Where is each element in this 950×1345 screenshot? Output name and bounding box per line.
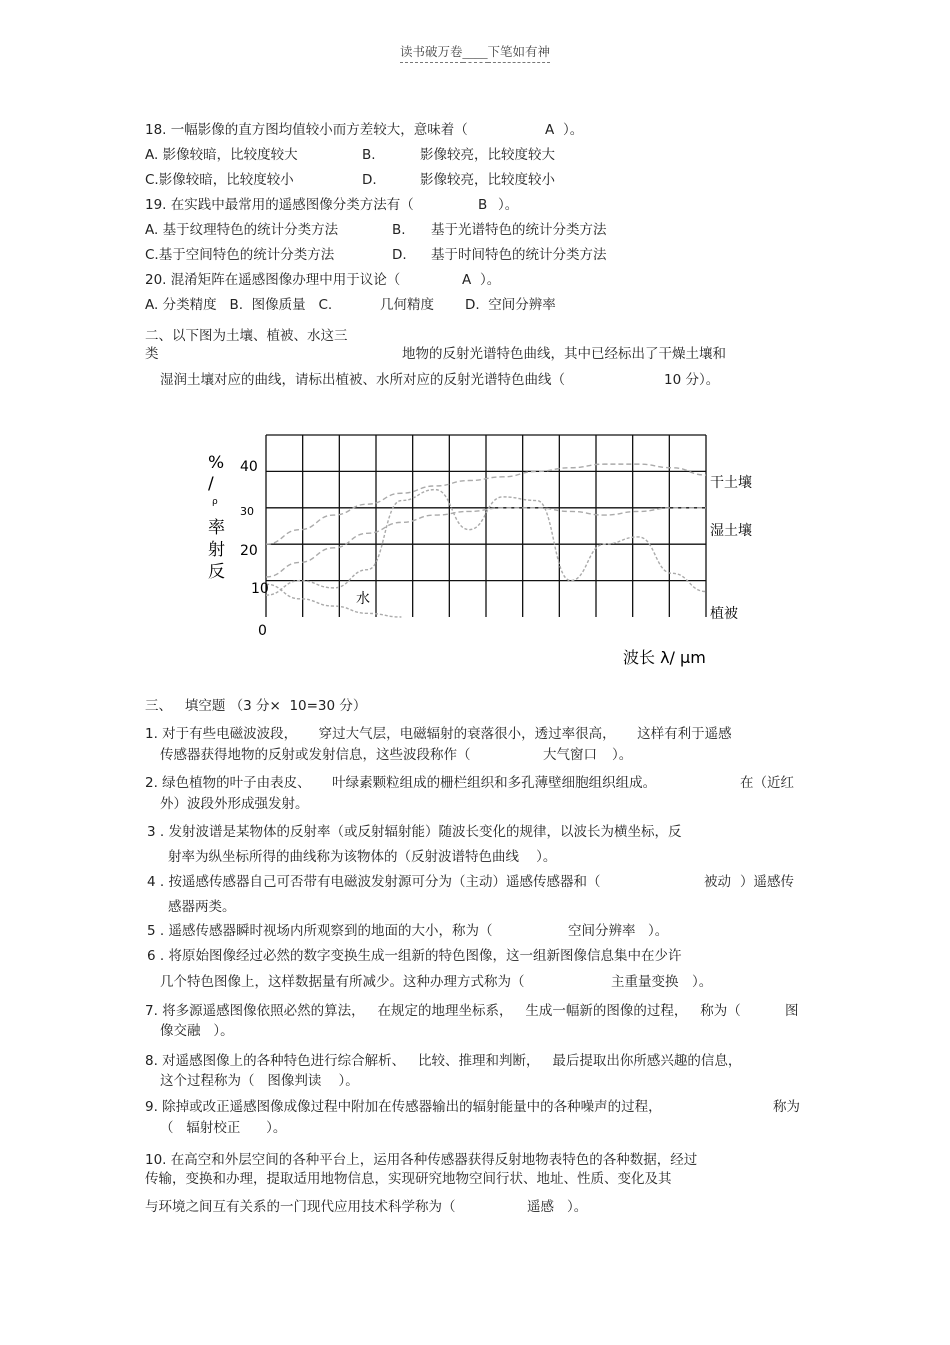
q18-option-a: A. 影像较暗，比较度较大 [145,147,298,163]
q20-answer: A [462,272,472,288]
sec2-line1: 二、以下图为土壤、植被、水这三 [145,328,348,344]
fill-q7-line1-right: 图 [785,1003,799,1019]
y-axis-label-char-3: 反 [208,562,225,582]
fill-q1-answer: 大气窗口 [543,747,597,763]
q18-option-b-label: B. [362,147,376,163]
fill-q5: 5 . 遥感传感器瞬时视场内所观察到的地面的大小，称为（ [147,923,493,939]
fill-q9-line1: 9. 除掉或改正遥感图像成像过程中附加在传感器输出的辐射能量中的各种噪声的过程， [145,1099,662,1115]
q18-answer: A [545,122,555,138]
q19-stem: 19. 在实践中最常用的遥感图像分类方法有（ [145,197,414,213]
fill-q9-line2: （ 辐射校正 ）。 [160,1120,287,1136]
q19-option-c: C.基于空间特色的统计分类方法 [145,247,335,263]
fill-q7-line1: 7. 将多源遥感图像依照必然的算法， 在规定的地理坐标系， 生成一幅新的图像的过程， 称为（ [145,1003,741,1019]
fill-q3-line1: 3 . 发射波谱是某物体的反射率（或反射辐射能）随波长变化的规律，以波长为横坐标，反 [147,824,682,840]
fill-q2-line1: 2. 绿色植物的叶子由表皮、 叶绿素颗粒组成的栅栏组织和多孔薄壁细胞组织组成。 [145,775,657,791]
fill-q2-line1-right: 在（近红 [740,775,794,791]
fill-q10-line3: 与环境之间互有关系的一门现代应用技术科学称为（ [145,1199,456,1215]
fill-q3-line2: 射率为纵坐标所得的曲线称为该物体的（反射波谱特色曲线 ）。 [168,849,557,865]
y-tick-40: 40 [240,459,258,475]
series-line-4 [266,584,401,617]
q19-option-a: A. 基于纹理特色的统计分类方法 [145,222,339,238]
fill-q6-line1: 6 . 将原始图像经过必然的数字变换生成一组新的特色图像，这一组新图像信息集中在少许 [147,948,682,964]
fill-q6-tail: ）。 [692,974,713,990]
fill-q9-line1-right: 称为 [773,1099,800,1115]
fill-q10-answer: 遥感 [527,1199,554,1215]
fill-q10-line1: 10. 在高空和外层空间的各种平台上，运用各种传感器获得反射地物表特色的各种数据，经过 [145,1152,698,1168]
fill-q1-line2: 传感器获得地物的反射或发射信息，这些波段称作（ [160,747,471,763]
sec3-title: 三、 填空题 （3 分× 10=30 分） [145,698,367,714]
q18-option-c: C.影像较暗，比较度较小 [145,172,294,188]
q19-answer: B [478,197,488,213]
fill-q4-line2: 感器两类。 [168,899,236,915]
y-tick-0: 0 [258,623,267,639]
q20-option-d: D. 空间分辨率 [465,297,556,313]
fill-q5-tail: ）。 [648,923,669,939]
fill-q7-line2: 像交融 ）。 [160,1023,234,1039]
page-header [0,42,950,60]
q20-stem: 20. 混淆矩阵在遥感图像办理中用于议论（ [145,272,401,288]
label-water: 水 [356,591,370,607]
fill-q5-answer: 空间分辨率 [568,923,636,939]
y-axis-label-rho: ρ [212,497,218,507]
q18-option-d-label: D. [362,172,377,188]
q18-stem: 18. 一幅影像的直方图均值较小而方差较大，意味着（ [145,122,468,138]
fill-q8-line2: 这个过程称为（ 图像判读 ）。 [160,1073,359,1089]
q20-options: A. 分类精度 B. 图像质量 C. [145,297,333,313]
y-axis-label-slash: / [208,474,214,494]
spectral-chart [0,425,950,675]
y-tick-20: 20 [240,543,258,559]
q20-option-c: 几何精度 [380,297,434,313]
y-axis-label-char-2: 射 [208,540,225,560]
fill-q4-answer: 被动 [704,874,731,890]
fill-q1-line1: 1. 对于有些电磁波波段， 穿过大气层，电磁辐射的衰落很小，透过率很高， 这样有利于遥感 [145,726,732,742]
q18-option-b: 影像较亮，比较度较大 [420,147,555,163]
header-right: 下笔如有神 [488,44,551,63]
y-axis-label-percent: % [208,453,225,473]
label-dry-soil: 干土壤 [710,475,752,491]
header-sep: ____ [463,44,488,63]
y-axis-label-char-1: 率 [208,518,225,538]
fill-q1-tail: ）。 [612,747,633,763]
fill-q10-tail: ）。 [567,1199,588,1215]
sec2-line2b: 地物的反射光谱特色曲线，其中已经标出了干燥土壤和 [402,346,726,362]
q18-tail: ）。 [563,122,584,138]
fill-q6-line2: 几个特色图像上，这样数据量有所减少。这种办理方式称为（ [160,974,525,990]
chart-grid [266,435,706,617]
q20-tail: ）。 [480,272,501,288]
fill-q2-line2: 外）波段外形成强发射。 [160,796,309,812]
fill-q4-line1: 4 . 按遥感传感器自己可否带有电磁波发射源可分为（主动）遥感传感器和（ [147,874,601,890]
label-vegetation: 植被 [710,606,738,622]
y-tick-10: 10 [251,581,269,597]
sec2-line3: 湿润土壤对应的曲线，请标出植被、水所对应的反射光谱特色曲线（ [160,372,565,388]
y-tick-30: 30 [240,505,254,518]
q18-option-d: 影像较亮，比较度较小 [420,172,555,188]
sec2-score: 10 分）。 [664,372,720,388]
label-wet-soil: 湿土壤 [710,523,752,539]
q19-option-d: 基于时间特色的统计分类方法 [431,247,607,263]
fill-q4-tail: ）遥感传 [740,874,794,890]
fill-q10-line2: 传输，变换和办理，提取适用地物信息，实现研究地物空间行状、地址、性质、变化及其 [145,1171,672,1187]
q19-option-b: 基于光谱特色的统计分类方法 [431,222,607,238]
fill-q8-line1: 8. 对遥感图像上的各种特色进行综合解析、 比较、推理和判断， 最后提取出你所感兴趣的信息， [145,1053,742,1069]
sec2-line2a: 类 [145,346,159,362]
q19-tail: ）。 [498,197,519,213]
x-axis-label: 波长 λ/ μm [623,648,706,667]
q19-option-b-label: B. [392,222,406,238]
header-left: 读书破万卷 [400,44,463,63]
q19-option-d-label: D. [392,247,407,263]
fill-q6-answer: 主重量变换 [611,974,679,990]
